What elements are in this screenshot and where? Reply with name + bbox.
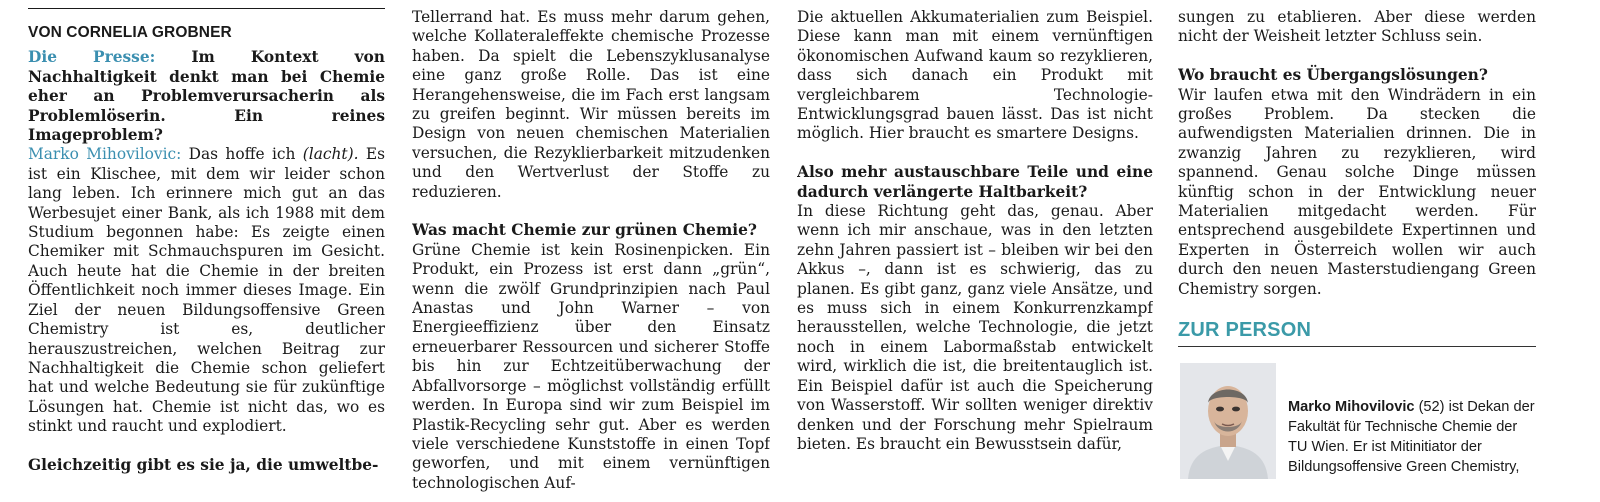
answer-1-text-b: Es ist ein Klischee, mit dem wir leider schon lang leben. Ich erinnere mich gut an das Werbesujet einer Bank, als ich 1988 mit dem Studium begonnen habe: Es zeigte einen Chemiker mit Schmauchspuren im Gesicht. Auch heute hat die Chemie in der breiten Öffentlichkeit noch immer dieses Image. Ein Ziel der neuen Bildungsoffensive Green Chemistry ist es, deutlicher herauszustreichen, welchen Beitrag zur Nachhaltigkeit die Chemie schon geliefert hat und welche Bedeutung sie für zukünftige Lösungen hat. Chemie ist nicht das, wo es stinkt und raucht und explodiert. (28, 145, 385, 436)
person-box (1178, 361, 1536, 501)
question-1 (28, 48, 385, 145)
person-bio-text: (52) ist Dekan der Fakultät für Technische Chemie der TU Wien. Er ist Mitinitiator der Bildungsoffensive Green Chemistry, (1288, 399, 1535, 476)
column-4 (1178, 8, 1536, 502)
section-head-zur-person: ZUR PERSON (1178, 321, 1536, 347)
question-2: Gleichzeitig gibt es sie ja, die umweltbe- (28, 455, 379, 474)
col4-paragraph-2: Wir laufen etwa mit den Windrädern in ein großes Problem. Da stecken die aufwendigsten Materialien drinnen. Die in zwanzig Jahren zu rezyklieren, wird spannend. Genau solche Dinge müssen künftig schon in der Entwicklung neuer Materialien mitgedacht werden. Für entsprechend ausgebildete Expertinnen und Experten in Österreich wollen wir auch durch den neuen Masterstudiengang Green Chemistry sorgen. (1178, 85, 1536, 298)
col2-paragraph-2: Grüne Chemie ist kein Rosinenpicken. Ein Produkt, ein Prozess ist erst dann „grün“, wenn die zwölf Grundprinzipien nach Paul Anastas und John Warner – von Energieeffizienz über den Einsatz erneuerbarer Ressourcen und sicherer Stoffe bis hin zur Echtzeitüberwachung der Abfallvorsorge – möglichst vollständig erfüllt werden. In Europa sind wir zum Beispiel im Plastik-Recycling sehr gut. Aber es werden viele verschiedene Kunststoffe in einen Topf geworfen, und mit einem vernünftigen technologischen Auf- (412, 240, 770, 492)
column-3 (797, 8, 1153, 502)
person-name: Marko Mihovilovic (1288, 399, 1415, 416)
col4-paragraph-1: sungen zu etablieren. Aber diese werden nicht der Weisheit letzter Schluss sein. (1178, 8, 1536, 46)
question-1-text: Im Kontext von Nachhaltigkeit denkt man bei Chemie eher an Problemverursacherin als Problemlöserin. Ein reines Imageproblem? (28, 48, 385, 145)
answer-1-italic: (lacht). (302, 145, 359, 164)
answer-1 (28, 145, 385, 436)
column-1 (28, 8, 385, 502)
person-bio (1288, 397, 1536, 477)
answer-1-text-a: Das hoffe ich (181, 145, 303, 164)
byline: VON CORNELIA GROBNER (28, 8, 385, 44)
column-2 (412, 8, 770, 502)
speaker-presse: Die Presse: (28, 48, 156, 67)
col3-paragraph-1: Die aktuellen Akkumaterialien zum Beispiel. Diese kann man mit einem vernünftigen ökonomischen Aufwand kaum so rezyklieren, dass sich danach ein Produkt mit vergleichbarem Technologie-Entwicklungsgrad bauen lässt. Das ist nicht möglich. Hier braucht es smartere Designs. (797, 8, 1153, 143)
col2-question: Was macht Chemie zur grünen Chemie? (412, 221, 757, 240)
col3-paragraph-2: In diese Richtung geht das, genau. Aber wenn ich mir anschaue, was in den letzten zehn Jahren passiert ist – bleiben wir bei den Akkus –, dann ist es schwierig, das zu planen. Es gibt ganz, ganz viele Ansätze, und es muss sich in einem Konkurrenzkampf herausstellen, welche Technologie, die jetzt noch in einem Labormaßstab entwickelt wird, wirklich die ist, die breitentauglich ist. Ein Beispiel dafür ist auch die Speicherung von Wasserstoff. Wir sollten weniger direktiv denken und der Forschung mehr Spielraum bieten. Es braucht ein Bewusstsein dafür, (797, 202, 1153, 453)
col4-question: Wo braucht es Übergangslösungen? (1178, 66, 1488, 85)
col2-paragraph-1: Tellerrand hat. Es muss mehr darum gehen, welche Kollateraleffekte chemische Prozesse haben. Da spielt die Lebenszyklusanalyse eine ganz große Rolle. Das ist eine Herangehensweise, die im Fach erst langsam zu greifen beginnt. Wir müssen bereits im Design von neuen chemischen Materialien versuchen, die Rezyklierbarkeit mitzudenken und den Wertverlust der Stoffe zu reduzieren. (412, 8, 770, 201)
col3-question: Also mehr austauschbare Teile und eine dadurch verlängerte Haltbarkeit? (797, 163, 1153, 201)
portrait-photo (1180, 363, 1276, 479)
portrait-illustration (1180, 363, 1276, 479)
speaker-mihovilovic: Marko Mihovilovic: (28, 145, 182, 164)
